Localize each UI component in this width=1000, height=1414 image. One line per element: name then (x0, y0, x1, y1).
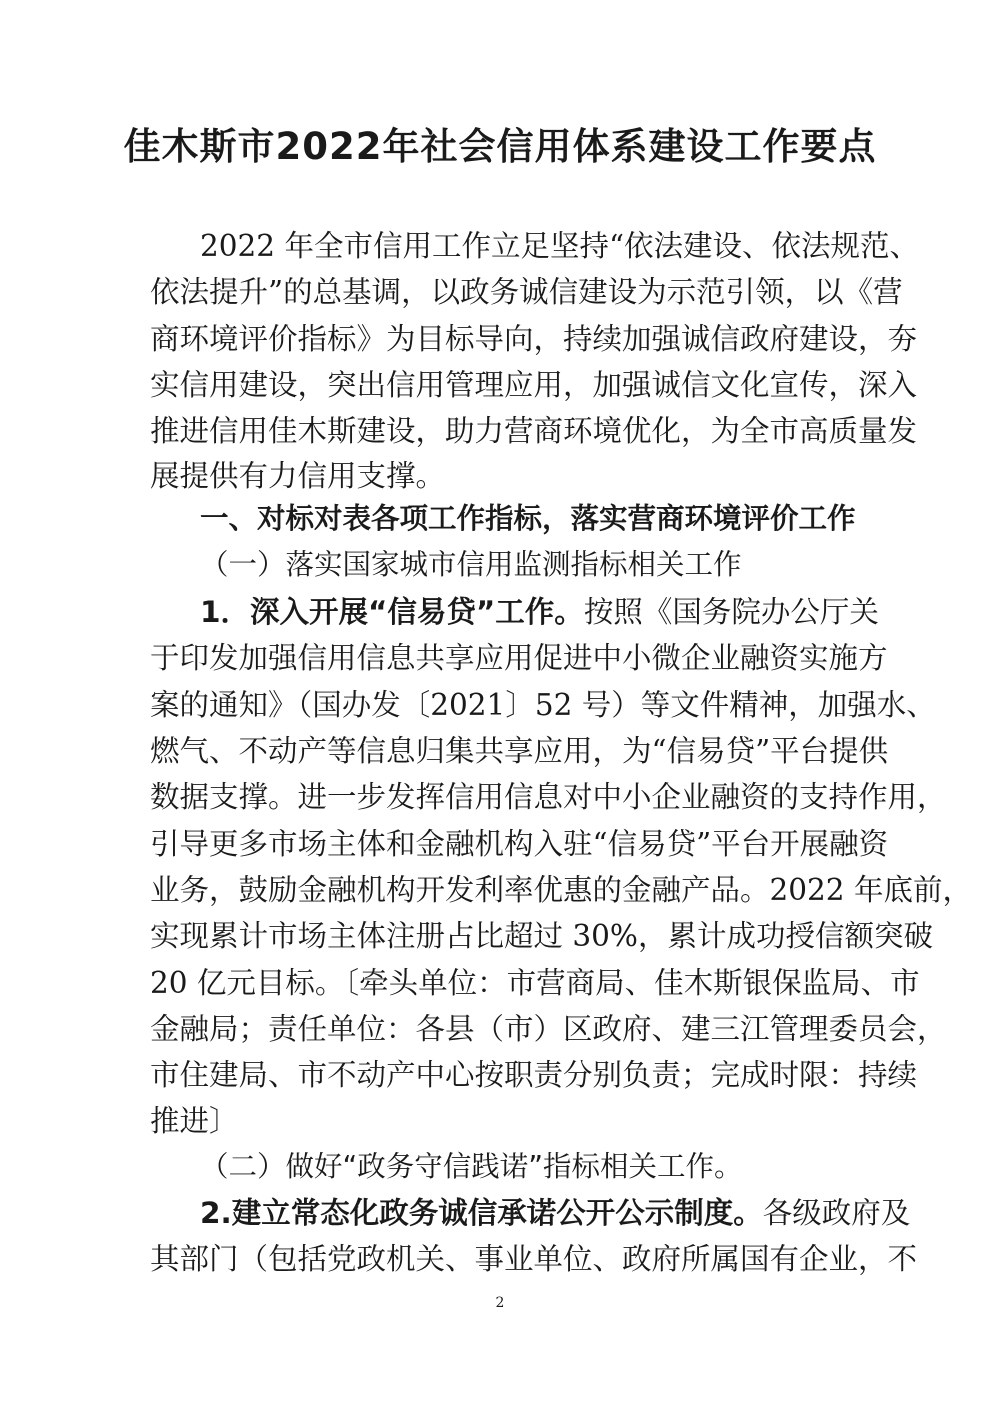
subsection-2-heading: （二）做好“政务守信践诺”指标相关工作。 (200, 1150, 743, 1183)
item-1-line-7: 业务，鼓励金融机构开发利率优惠的金融产品。2022 年底前， (150, 873, 972, 907)
document-title: 佳木斯市2022年社会信用体系建设工作要点 (123, 125, 877, 168)
intro-line-5: 推进信用佳木斯建设，助力营商环境优化，为全市高质量发 (150, 414, 918, 448)
item-1-lead: 1．深入开展“信易贷”工作。 (200, 595, 584, 629)
item-1-line-6: 引导更多市场主体和金融机构入驻“信易贷”平台开展融资 (150, 827, 889, 861)
intro-line-1: 2022 年全市信用工作立足坚持“依法建设、依法规范、 (200, 229, 920, 263)
item-1-line-10: 金融局；责任单位：各县（市）区政府、建三江管理委员会， (150, 1012, 947, 1046)
item-1-first-line (200, 589, 879, 635)
item-2-line-2: 其部门（包括党政机关、事业单位、政府所属国有企业，不 (150, 1242, 918, 1276)
section-1-heading: 一、对标对表各项工作指标，落实营商环境评价工作 (200, 502, 856, 535)
item-2-first-line (200, 1190, 911, 1236)
item-1-line-9: 20 亿元目标。〔牵头单位：市营商局、佳木斯银保监局、市 (150, 966, 920, 1000)
intro-line-4: 实信用建设，突出信用管理应用，加强诚信文化宣传，深入 (150, 368, 918, 402)
item-1-line-11: 市住建局、市不动产中心按职责分别负责；完成时限：持续 (150, 1058, 918, 1092)
intro-line-2: 依法提升”的总基调，以政务诚信建设为示范引领，以《营 (150, 275, 903, 309)
page-number: 2 (495, 1295, 505, 1311)
intro-line-3: 商环境评价指标》为目标导向，持续加强诚信政府建设，夯 (150, 322, 918, 356)
item-1-line-12: 推进〕 (150, 1104, 239, 1138)
item-1-line-5: 数据支撑。进一步发挥信用信息对中小企业融资的支持作用， (150, 780, 947, 814)
intro-line-6: 展提供有力信用支撑。 (150, 459, 446, 493)
item-1-line-2: 于印发加强信用信息共享应用促进中小微企业融资实施方 (150, 641, 888, 675)
item-1-first-line-rest: 按照《国务院办公厅关 (583, 595, 879, 629)
item-1-line-4: 燃气、不动产等信息归集共享应用，为“信易贷”平台提供 (150, 734, 889, 768)
item-1-line-8: 实现累计市场主体注册占比超过 30%，累计成功授信额突破 (150, 919, 933, 953)
item-1-line-3: 案的通知》（国办发〔2021〕52 号）等文件精神，加强水、 (150, 688, 936, 722)
item-2-first-line-rest: 各级政府及 (762, 1196, 911, 1230)
item-2-lead: 2.建立常态化政务诚信承诺公开公示制度。 (200, 1196, 763, 1230)
subsection-1-heading: （一）落实国家城市信用监测指标相关工作 (200, 548, 742, 581)
